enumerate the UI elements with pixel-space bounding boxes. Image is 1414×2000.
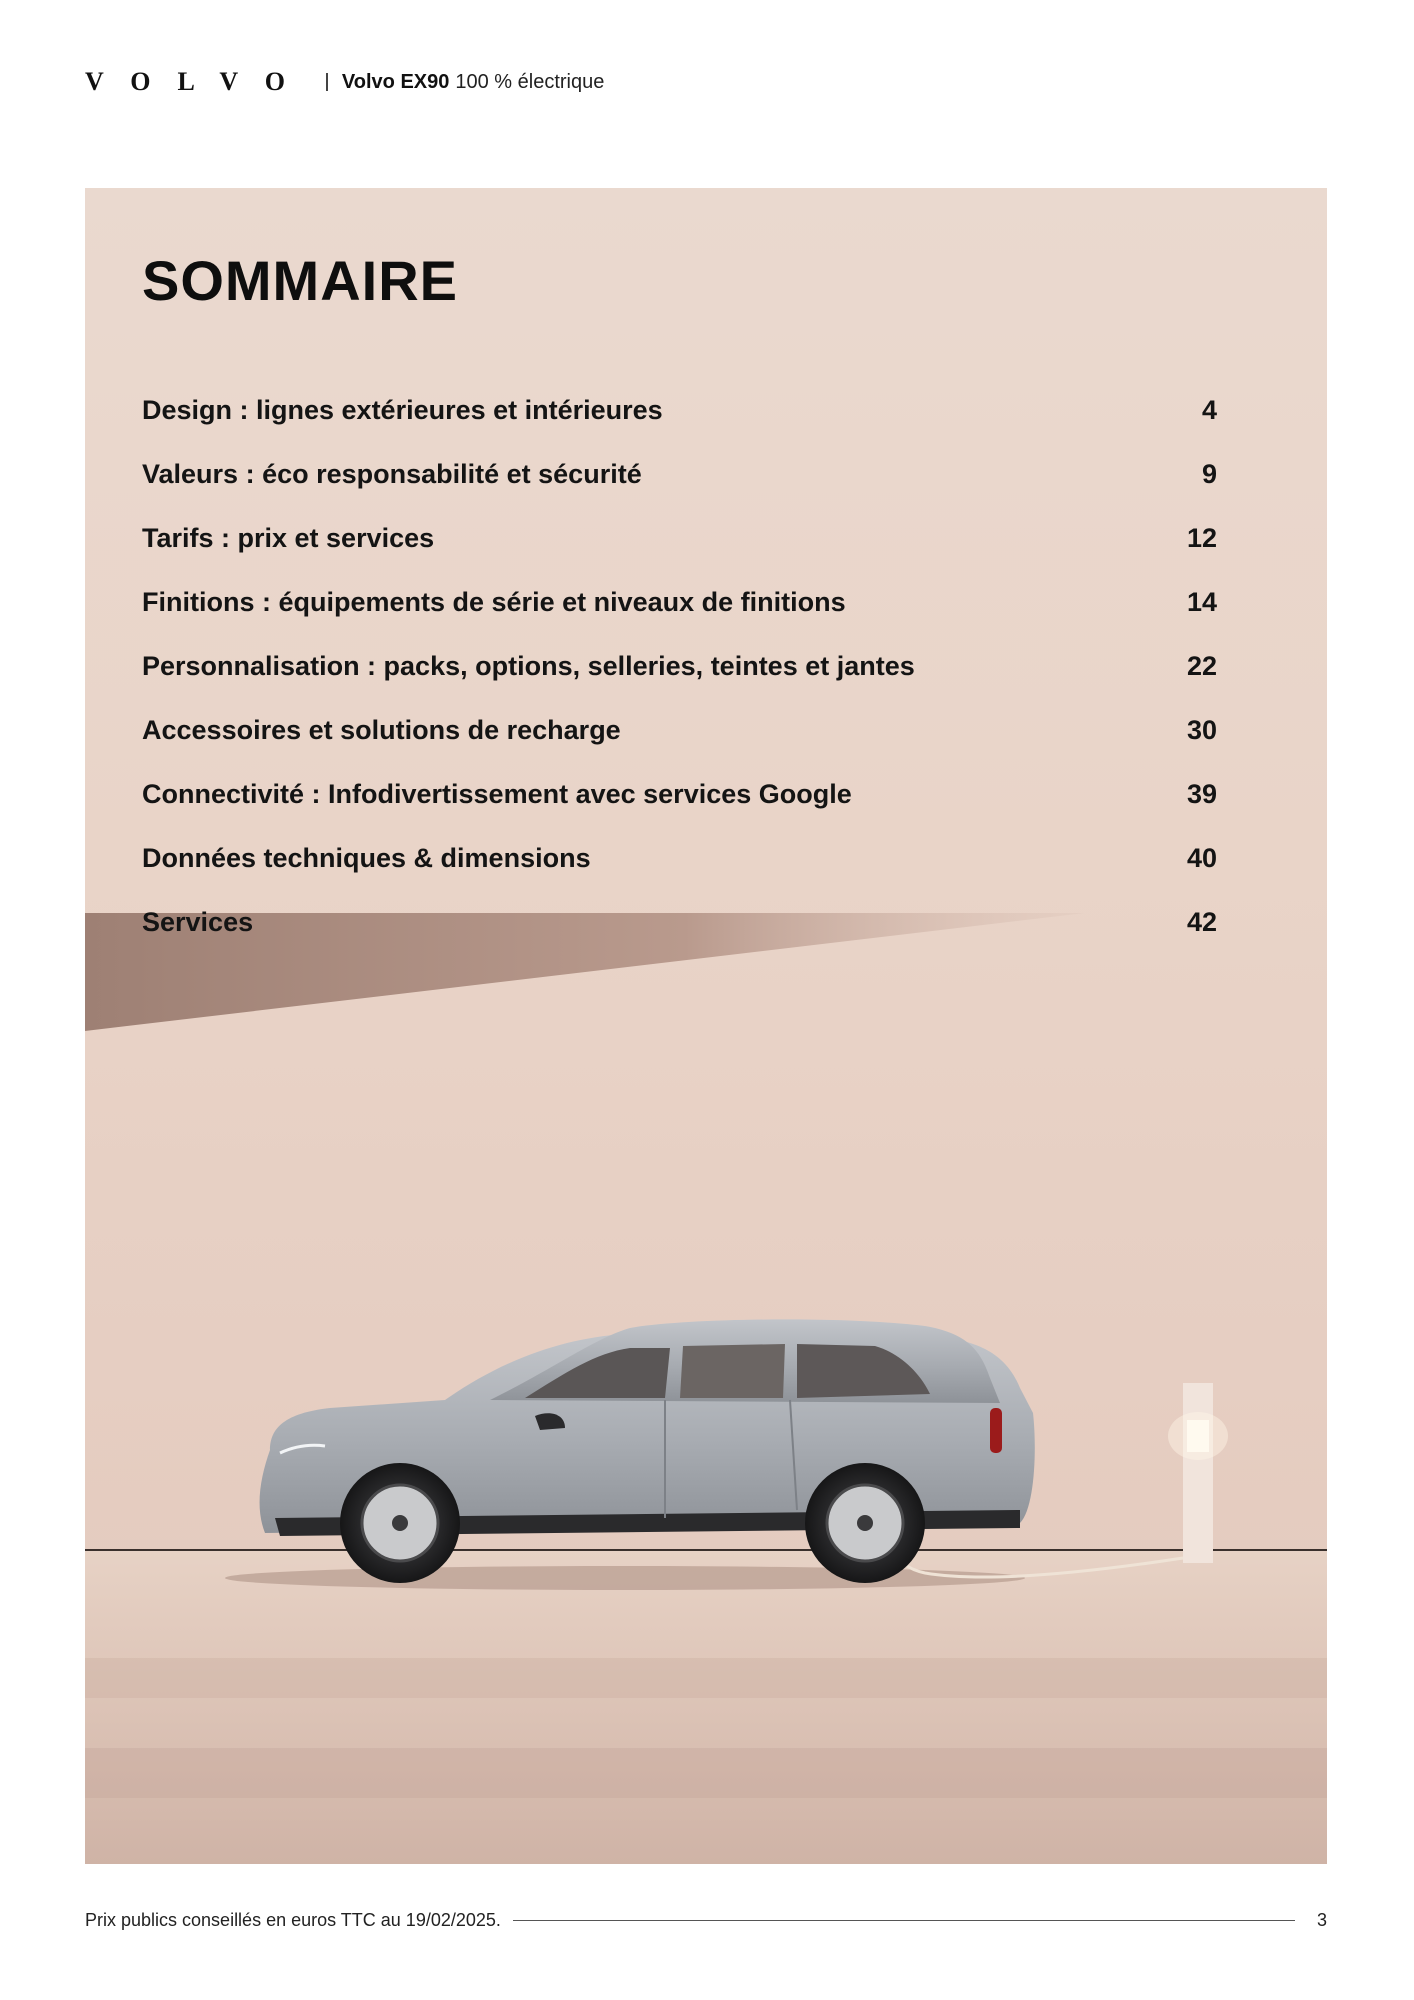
toc-entry-page: 14 xyxy=(1186,586,1217,617)
toc-entry[interactable] xyxy=(142,570,1217,634)
toc-entry[interactable] xyxy=(142,762,1217,826)
toc-entry[interactable] xyxy=(142,378,1217,442)
header-divider xyxy=(326,73,328,91)
toc-entry-page: 30 xyxy=(1186,714,1217,745)
toc-entry[interactable] xyxy=(142,890,1217,954)
page-number: 3 xyxy=(1316,1909,1327,1930)
volvo-wordmark-logo: VOLVO xyxy=(85,67,312,96)
page-title: SOMMAIRE xyxy=(142,249,458,312)
toc-entry-page: 12 xyxy=(1186,522,1217,553)
toc-entry[interactable] xyxy=(142,442,1217,506)
toc-entry-label: Accessoires et solutions de recharge xyxy=(142,714,621,745)
footer-rule xyxy=(513,1920,1295,1921)
toc-entry[interactable] xyxy=(142,698,1217,762)
toc-entry-page: 4 xyxy=(1201,394,1217,425)
toc-entry[interactable] xyxy=(142,826,1217,890)
toc-entry-label: Données techniques & dimensions xyxy=(142,842,591,873)
toc-entry-page: 9 xyxy=(1201,458,1217,489)
toc-entry-page: 22 xyxy=(1186,650,1217,681)
toc-entry-label: Design : lignes extérieures et intérieures xyxy=(142,394,663,425)
table-of-contents xyxy=(142,378,1217,954)
page-footer xyxy=(85,1905,1327,1935)
toc-entry-label: Services xyxy=(142,906,254,937)
toc-entry-label: Tarifs : prix et services xyxy=(142,522,435,553)
toc-entry-label: Valeurs : éco responsabilité et sécurité xyxy=(142,458,642,489)
toc-entry-page: 42 xyxy=(1186,906,1217,937)
floor xyxy=(85,1550,1327,1864)
toc-entry-label: Personnalisation : packs, options, selleries, teintes et jantes xyxy=(142,650,915,681)
volvo-ex90-car xyxy=(260,1319,1035,1583)
toc-entry-label: Finitions : équipements de série et niveaux de finitions xyxy=(142,586,846,617)
model-name: Volvo EX90 xyxy=(341,70,450,93)
toc-entry-label: Connectivité : Infodivertissement avec services Google xyxy=(142,778,852,809)
model-subtitle: 100 % électrique xyxy=(455,70,605,93)
toc-entry[interactable] xyxy=(142,506,1217,570)
page-header xyxy=(85,62,604,102)
toc-entry[interactable] xyxy=(142,634,1217,698)
price-disclaimer: Prix publics conseillés en euros TTC au 19/02/2025. xyxy=(85,1909,501,1930)
hero-panel xyxy=(85,188,1327,1864)
toc-entry-page: 39 xyxy=(1186,778,1217,809)
toc-entry-page: 40 xyxy=(1186,842,1217,873)
